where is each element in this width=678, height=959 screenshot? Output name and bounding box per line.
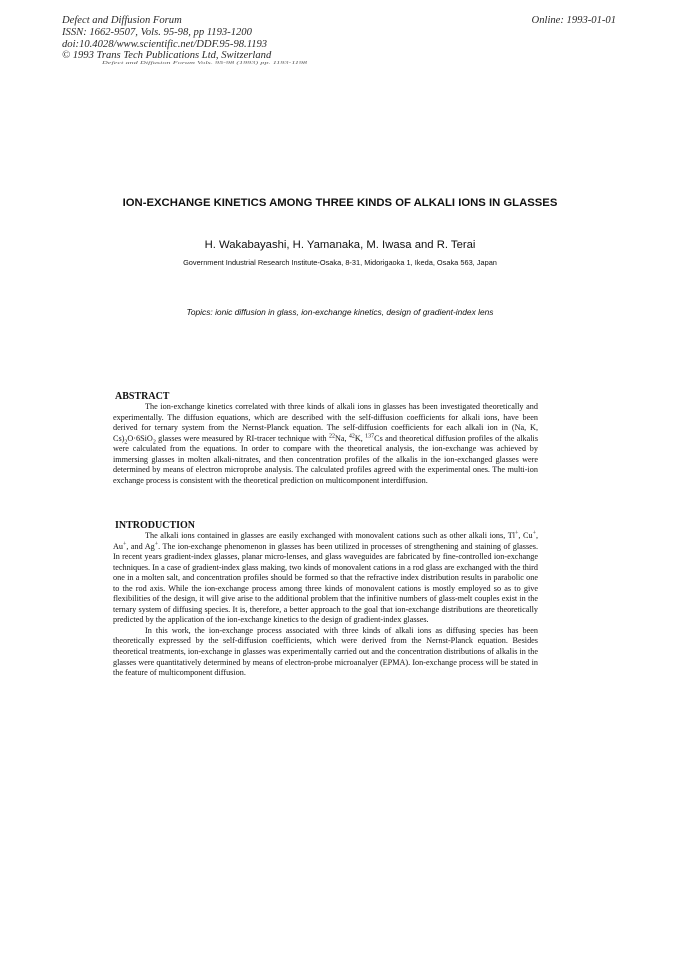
online-date: Online: 1993-01-01 bbox=[531, 15, 616, 26]
affiliation: Government Industrial Research Institute-Osaka, 8-31, Midorigaoka 1, Ikeda, Osaka 563, Japan bbox=[183, 258, 497, 267]
journal-name: Defect and Diffusion Forum bbox=[62, 15, 182, 26]
abstract-section bbox=[113, 391, 538, 486]
issn-line: ISSN: 1662-9507, Vols. 95-98, pp 1193-1200 bbox=[62, 26, 252, 38]
abstract-heading: ABSTRACT bbox=[115, 391, 170, 402]
introduction-heading: INTRODUCTION bbox=[115, 520, 196, 531]
author-list: H. Wakabayashi, H. Yamanaka, M. Iwasa and R. Terai bbox=[204, 239, 476, 251]
topics-line: Topics: ionic diffusion in glass, ion-exchange kinetics, design of gradient-index lens bbox=[186, 307, 494, 317]
journal-header bbox=[62, 15, 622, 62]
paper-title: ION-EXCHANGE KINETICS AMONG THREE KINDS OF ALKALI IONS IN GLASSES bbox=[122, 197, 558, 209]
copyright-line: © 1993 Trans Tech Publications Ltd, Switzerland bbox=[62, 50, 272, 62]
introduction-paragraph-1: The alkali ions contained in glasses are easily exchanged with monovalent cations such as other alkali ions, Tl+, Cu+, Au+, and Ag+. The ion-exchange phenomenon in glasses has been utilized in processes of strengthening and staining of glasses. In recent years gradient-index glasses, planar micro-lenses, and glass waveguides are fabricated by fine-controlled ion-exchange techniques. In a case of gradient-index glass making, two kinds of monovalent cations in a rod glass are exchanged with the third one in a molten salt, and concentration profiles should be formed so that the refractive index distribution results in parabolic one to the rod axis. While the ion-exchange process among three kinds of monovalent cations is mostly employed so as to give flexibilities of the design, it will give arise to the additional problem that the infinitive numbers of glass-melt couples exist in the ternary system of diffusing species. It is, therefore, a better approach to the goal that ion-exchange distributions are theoretically predicted by the application of the ion-exchange kinetics to the design of gradient-index glasses. bbox=[113, 530, 538, 625]
abstract-paragraph: The ion-exchange kinetics correlated with three kinds of alkali ions in glasses has been investigated theoretically and experimentally. The diffusion equations, which are described with the self-diffusion coefficients for alkali ions, have been derived for ternary system from the Nernst-Planck equation. The self-diffusion coefficients for each alkali ion in (Na, K, $Cs)_2O\cdot 6SiO_2$ glasses were measured by RI-tracer technique with $^{22}$Na, $^{42}$K, $^{137}$Cs and theoretical diffusion profiles of the alkalis were calculated from the equations. In order to compare with the theoretical analysis, the ion-exchange was achieved by immersing glasses in molten alkali-nitrates, and then concentration profiles of the alkalis in the ion-exchanged glasses were determined by means of electron microprobe analysis. The calculated profiles agreed with the experimental ones. The multi-ion exchange process is consistent with the theoretical prediction on multicomponent interdiffusion. bbox=[113, 402, 539, 485]
introduction-section bbox=[113, 520, 538, 679]
ghost-running-head: Defect and Diffusion Forum Vols. 95-98 (1993) pp. 1193-1198 bbox=[102, 60, 308, 65]
doi-line: doi:10.4028/www.scientific.net/DDF.95-98.1193 bbox=[62, 38, 268, 50]
introduction-paragraph-2: In this work, the ion-exchange process associated with three kinds of alkali ions as diffusing species has been theoretically expressed by the self-diffusion coefficients, which were derived from the Nernst-Planck equation. Besides theoretical treatments, ion-exchange in glasses was experimentally carried out and the concentration distributions of alkalis in the glasses were quantitatively determined by means of electron-probe microanalyer (EPMA). Ion-exchange process will be stated in the feature of multicomponent diffusion. bbox=[113, 625, 538, 678]
